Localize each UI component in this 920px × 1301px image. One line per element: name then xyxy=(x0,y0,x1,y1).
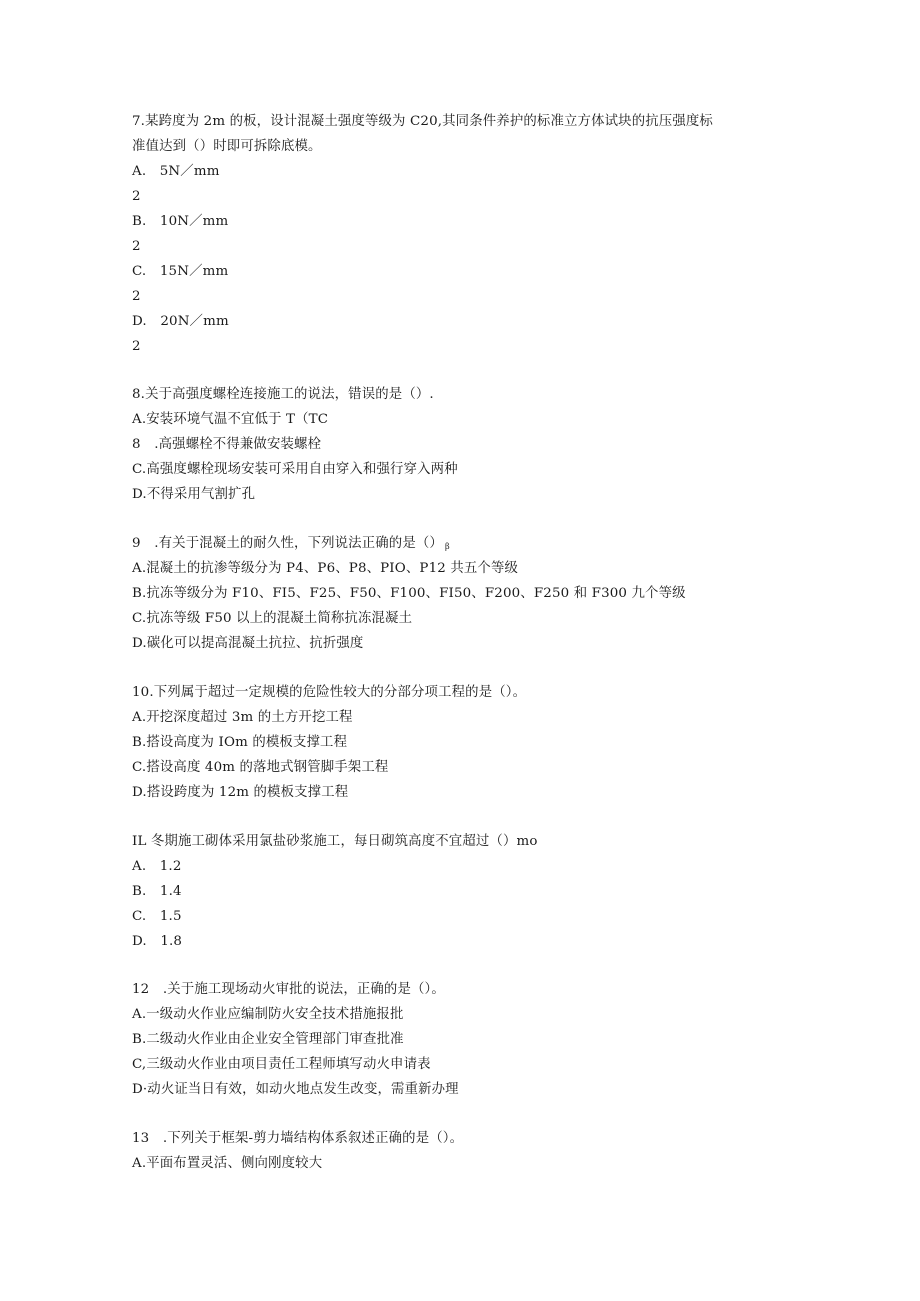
q7-option-b: B. 10N／mm xyxy=(132,214,229,229)
q9-option-a: A.混凝土的抗渗等级分为 P4、P6、P8、PIO、P12 共五个等级 xyxy=(132,561,519,576)
q8-option-d: D.不得采用气割扩孔 xyxy=(132,487,256,502)
q7-stem-line-1: 7.某跨度为 2m 的板，设计混凝土强度等级为 C20,其同条件养护的标准立方体试块的抗压强度标 xyxy=(132,114,713,129)
q10-option-d: D.搭设跨度为 12m 的模板支撑工程 xyxy=(132,785,349,800)
q12-option-c: C,三级动火作业由项目责任工程师填写动火申请表 xyxy=(132,1057,431,1072)
q9-option-d: D.碳化可以提高混凝土抗拉、抗折强度 xyxy=(132,636,364,651)
q11-option-d: D. 1.8 xyxy=(132,934,183,949)
q8-stem: 8.关于高强度螺栓连接施工的说法，错误的是（）. xyxy=(132,387,434,402)
q10-option-c: C.搭设高度 40m 的落地式钢管脚手架工程 xyxy=(132,760,389,775)
q7-option-d-exponent: 2 xyxy=(132,339,141,354)
q9-stem-mark: β xyxy=(444,542,450,551)
q7-option-c-exponent: 2 xyxy=(132,289,141,304)
q9-stem-line xyxy=(132,535,450,556)
q13-option-a: A.平面布置灵活、侧向刚度较大 xyxy=(132,1156,323,1171)
q8-option-a: A.安装环境气温不宜低于 T（TC xyxy=(132,412,329,427)
q10-option-a: A.开挖深度超过 3m 的土方开挖工程 xyxy=(132,710,353,725)
q9-option-b: B.抗冻等级分为 F10、FI5、F25、F50、F100、FI50、F200、F250 和 F300 九个等级 xyxy=(132,586,686,601)
q7-option-b-exponent: 2 xyxy=(132,239,141,254)
q7-option-d: D. 20N／mm xyxy=(132,314,229,329)
q11-stem: IL 冬期施工砌体采用氯盐砂浆施工，每日砌筑高度不宜超过（）mo xyxy=(132,834,538,849)
q12-option-d: D·动火证当日有效，如动火地点发生改变，需重新办理 xyxy=(132,1082,459,1097)
q12-option-b: B.二级动火作业由企业安全管理部门审查批准 xyxy=(132,1032,404,1047)
q8-option-b: 8 .高强螺栓不得兼做安装螺栓 xyxy=(132,437,322,452)
q7-option-c: C. 15N／mm xyxy=(132,264,229,279)
q9-option-c: C.抗冻等级 F50 以上的混凝土简称抗冻混凝土 xyxy=(132,611,413,626)
q12-option-a: A.一级动火作业应编制防火安全技术措施报批 xyxy=(132,1007,404,1022)
q9-stem: 9 .有关于混凝土的耐久性，下列说法正确的是（） xyxy=(132,536,443,551)
q10-stem: 10.下列属于超过一定规模的危险性较大的分部分项工程的是（）。 xyxy=(132,685,527,700)
q13-stem: 13 .下列关于框架-剪力墙结构体系叙述正确的是（）。 xyxy=(132,1131,464,1146)
q11-option-c: C. 1.5 xyxy=(132,909,182,924)
q10-option-b: B.搭设高度为 IOm 的模板支撑工程 xyxy=(132,735,348,750)
q7-option-a-exponent: 2 xyxy=(132,189,141,204)
q11-option-b: B. 1.4 xyxy=(132,884,182,899)
q7-stem-line-2: 准值达到（）时即可拆除底模。 xyxy=(132,139,322,154)
q7-option-a: A. 5N／mm xyxy=(132,164,220,179)
q12-stem: 12 .关于施工现场动火审批的说法，正确的是（）。 xyxy=(132,982,445,997)
q11-option-a: A. 1.2 xyxy=(132,859,182,874)
q8-option-c: C.高强度螺栓现场安装可采用自由穿入和强行穿入两种 xyxy=(132,462,458,477)
